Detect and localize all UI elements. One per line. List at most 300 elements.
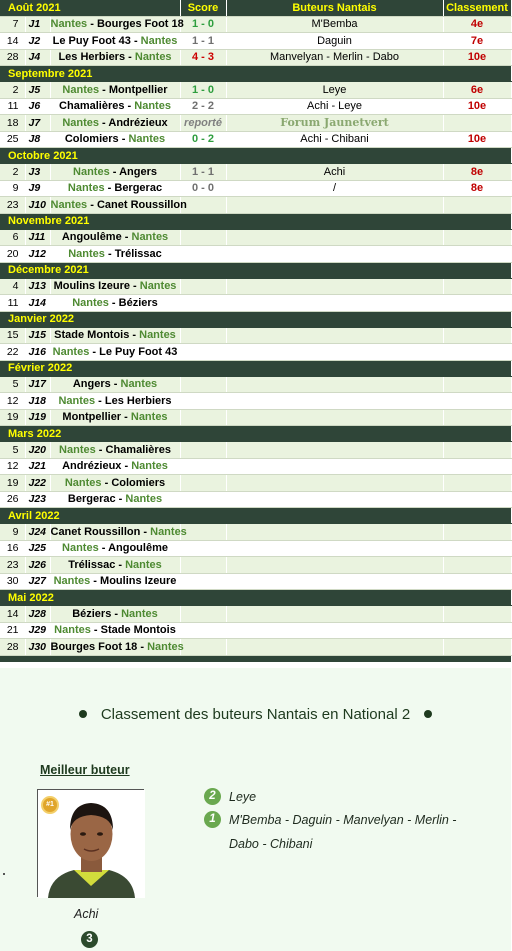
away-team: Les Herbiers [104, 394, 172, 407]
teams-separator: - [121, 460, 132, 473]
match-row [0, 557, 511, 574]
teams-separator: - [124, 100, 135, 113]
month-label: Mai 2022 [0, 590, 511, 606]
match-scorers [226, 606, 443, 623]
home-team: Nantes [54, 624, 91, 637]
matchday-number: J16 [25, 344, 50, 361]
match-teams [50, 278, 180, 295]
match-row [0, 376, 511, 393]
matchday-number: J27 [25, 573, 50, 590]
match-scorers [226, 557, 443, 574]
matchday-number: J23 [25, 491, 50, 508]
match-scorers [226, 295, 443, 312]
month-header [0, 360, 511, 376]
league-position: 8e [443, 164, 511, 181]
match-scorers [226, 327, 443, 344]
match-score [180, 622, 226, 639]
matchday-number: J2 [25, 33, 50, 50]
match-day: 6 [0, 229, 25, 246]
month-label: Avril 2022 [0, 508, 511, 524]
month-label: Décembre 2021 [0, 262, 511, 278]
league-position [443, 197, 511, 214]
teams-separator: - [111, 607, 122, 620]
match-day: 2 [0, 164, 25, 181]
league-position [443, 475, 511, 492]
matchday-number: J21 [25, 458, 50, 475]
month-header [0, 311, 511, 327]
matchday-number: J17 [25, 376, 50, 393]
away-team: Andrézieux [108, 116, 168, 129]
teams-separator: - [95, 394, 105, 407]
teams-separator: - [129, 329, 140, 342]
match-scorers [226, 197, 443, 214]
match-score [180, 278, 226, 295]
match-day: 11 [0, 295, 25, 312]
table-footer-bar [0, 655, 511, 662]
match-scorers: Manvelyan - Merlin - Dabo [226, 49, 443, 66]
scorer-tier-2 [204, 788, 256, 809]
away-team: Angers [119, 165, 157, 178]
match-day: 18 [0, 115, 25, 132]
matchday-number: J13 [25, 278, 50, 295]
matchday-number: J20 [25, 442, 50, 459]
home-team: Chamalières [59, 100, 125, 113]
month-label: Janvier 2022 [0, 311, 511, 327]
matchday-number: J18 [25, 393, 50, 410]
matchday-number: J7 [25, 115, 50, 132]
month-header [0, 508, 511, 524]
teams-separator: - [121, 231, 132, 244]
league-position [443, 639, 511, 656]
best-scorer-label: Meilleur buteur [40, 763, 130, 777]
match-score: 0 - 0 [180, 180, 226, 197]
league-position: 10e [443, 98, 511, 115]
match-score [180, 606, 226, 623]
match-score: 4 - 3 [180, 49, 226, 66]
match-row [0, 622, 511, 639]
league-position [443, 376, 511, 393]
teams-separator: - [90, 575, 101, 588]
month-label: Septembre 2021 [0, 66, 511, 82]
match-teams [50, 98, 180, 115]
match-day: 21 [0, 622, 25, 639]
matchday-number: J22 [25, 475, 50, 492]
home-team: Montpellier [62, 411, 122, 424]
matchday-number: J29 [25, 622, 50, 639]
match-score [180, 573, 226, 590]
match-scorers: Achi - Chibani [226, 131, 443, 148]
teams-separator: - [110, 378, 121, 391]
tier-scorers: Leye [229, 790, 257, 804]
teams-separator: - [118, 133, 129, 146]
away-team: Nantes [150, 525, 187, 538]
league-position [443, 557, 511, 574]
home-team: Stade Montois [54, 329, 130, 342]
matchday-number: J30 [25, 639, 50, 656]
teams-separator: - [115, 493, 126, 506]
tier-goals-badge: 1 [204, 811, 221, 828]
match-teams [50, 164, 180, 181]
match-row [0, 639, 511, 656]
match-row [0, 49, 511, 66]
match-scorers [226, 458, 443, 475]
matchday-number: J10 [25, 197, 50, 214]
matchday-number: J25 [25, 540, 50, 557]
away-team: Béziers [118, 296, 158, 309]
match-teams [50, 16, 184, 33]
league-position: 8e [443, 180, 511, 197]
match-day: 23 [0, 197, 25, 214]
match-score: 1 - 1 [180, 33, 226, 50]
match-teams [50, 180, 180, 197]
match-row [0, 606, 511, 623]
month-label: Février 2022 [0, 360, 511, 376]
match-teams [50, 229, 180, 246]
teams-separator: - [115, 558, 126, 571]
home-team: Angoulême [61, 231, 122, 244]
match-score: reporté [180, 115, 226, 132]
away-team: Angoulême [108, 542, 168, 555]
away-team: Nantes [134, 51, 172, 64]
match-row [0, 393, 511, 410]
match-row [0, 16, 511, 33]
month-label: Novembre 2021 [0, 213, 511, 229]
matchday-number: J5 [25, 82, 50, 99]
match-day: 23 [0, 557, 25, 574]
teams-separator: - [99, 116, 109, 129]
away-team: Bergerac [114, 182, 163, 195]
teams-separator: - [140, 525, 151, 538]
away-team: Nantes [120, 378, 158, 391]
away-team: Nantes [147, 640, 184, 653]
teams-separator: - [89, 345, 100, 358]
teams-separator: - [87, 198, 97, 211]
match-teams [50, 131, 180, 148]
match-day: 30 [0, 573, 25, 590]
league-position [443, 393, 511, 410]
away-team: Stade Montois [100, 624, 176, 637]
matchday-number: J1 [25, 16, 50, 33]
teams-separator: - [90, 624, 101, 637]
match-score [180, 327, 226, 344]
match-score: 0 - 2 [180, 131, 226, 148]
match-score [180, 442, 226, 459]
home-team: Nantes [67, 182, 105, 195]
match-scorers [226, 393, 443, 410]
match-score [180, 295, 226, 312]
away-team: Chamalières [105, 443, 171, 456]
match-score [180, 376, 226, 393]
away-team: Nantes [139, 329, 176, 342]
away-team: Nantes [121, 607, 158, 620]
match-teams [50, 49, 180, 66]
match-day: 26 [0, 491, 25, 508]
match-teams [50, 33, 180, 50]
month-header [0, 262, 511, 278]
match-scorers [226, 376, 443, 393]
match-row [0, 491, 511, 508]
match-score: 2 - 2 [180, 98, 226, 115]
month-header [0, 0, 511, 16]
home-team: Les Herbiers [58, 51, 126, 64]
match-score [180, 344, 226, 361]
match-scorers: Leye [226, 82, 443, 99]
match-row [0, 131, 511, 148]
match-scorers [226, 573, 443, 590]
match-row [0, 197, 511, 214]
league-position: 10e [443, 49, 511, 66]
match-row [0, 115, 511, 132]
league-position: 4e [443, 16, 511, 33]
match-day: 20 [0, 246, 25, 263]
match-row [0, 164, 511, 181]
home-team: Nantes [64, 476, 102, 489]
home-team: Colomiers [64, 133, 119, 146]
buteurs-header: Buteurs Nantais [226, 0, 443, 16]
match-day: 15 [0, 327, 25, 344]
match-scorers: Achi - Leye [226, 98, 443, 115]
away-team: Nantes [125, 493, 163, 506]
scorers-title-text: Classement des buteurs Nantais en National 2 [100, 706, 411, 723]
home-team: Le Puy Foot 43 [52, 34, 131, 47]
match-scorers [226, 622, 443, 639]
league-position [443, 344, 511, 361]
match-teams [50, 409, 180, 426]
match-scorers [226, 246, 443, 263]
home-team: Nantes [50, 18, 88, 31]
bullet-icon [424, 710, 432, 718]
match-teams [50, 295, 180, 312]
away-team: Trélissac [114, 247, 162, 260]
match-row [0, 442, 511, 459]
match-score: 1 - 0 [180, 82, 226, 99]
score-header: Score [180, 0, 226, 16]
match-row [0, 344, 511, 361]
teams-separator: - [104, 247, 115, 260]
match-scorers [226, 229, 443, 246]
match-teams [50, 524, 187, 541]
month-header [0, 590, 511, 606]
matchday-number: J14 [25, 295, 50, 312]
away-team: Canet Roussillon [96, 198, 187, 211]
matchday-number: J3 [25, 164, 50, 181]
bullet-icon [79, 710, 87, 718]
month-header [0, 213, 511, 229]
teams-separator: - [104, 182, 115, 195]
home-team: Nantes [72, 296, 109, 309]
match-day: 9 [0, 180, 25, 197]
matchday-number: J12 [25, 246, 50, 263]
month-label: Août 2021 [0, 0, 180, 16]
match-row [0, 573, 511, 590]
match-day: 7 [0, 16, 25, 33]
home-team: Nantes [59, 443, 96, 456]
match-scorers [226, 524, 443, 541]
home-team: Bergerac [67, 493, 116, 506]
best-scorer-goals-badge: 3 [81, 931, 98, 948]
league-position [443, 295, 511, 312]
away-team: Moulins Izeure [100, 575, 177, 588]
match-row [0, 295, 511, 312]
league-position [443, 442, 511, 459]
match-scorers [226, 409, 443, 426]
matchday-number: J26 [25, 557, 50, 574]
month-label: Mars 2022 [0, 426, 511, 442]
month-label: Octobre 2021 [0, 148, 511, 164]
stray-dot [3, 873, 5, 875]
league-position [443, 115, 511, 132]
classement-header: Classement [443, 0, 511, 16]
match-day: 25 [0, 131, 25, 148]
league-position: 10e [443, 131, 511, 148]
match-scorers: M'Bemba [226, 16, 443, 33]
match-day: 22 [0, 344, 25, 361]
match-day: 11 [0, 98, 25, 115]
match-teams [50, 491, 180, 508]
match-row [0, 409, 511, 426]
league-position: 7e [443, 33, 511, 50]
match-row [0, 278, 511, 295]
match-score [180, 409, 226, 426]
match-scorers [226, 540, 443, 557]
best-scorer-name: Achi [74, 907, 99, 921]
match-row [0, 229, 511, 246]
match-row [0, 524, 511, 541]
match-teams [50, 344, 180, 361]
match-row [0, 33, 511, 50]
scorer-tier-1 [204, 811, 489, 856]
match-row [0, 327, 511, 344]
match-day: 19 [0, 409, 25, 426]
away-team: Le Puy Foot 43 [99, 345, 178, 358]
away-team: Bourges Foot 18 [96, 18, 184, 31]
away-team: Montpellier [108, 83, 168, 96]
forum-watermark: Forum Jaunetvert [226, 115, 443, 132]
home-team: Nantes [68, 247, 105, 260]
month-header [0, 426, 511, 442]
teams-separator: - [137, 640, 148, 653]
match-row [0, 82, 511, 99]
home-team: Nantes [58, 394, 96, 407]
matchday-number: J11 [25, 229, 50, 246]
league-position [443, 606, 511, 623]
matchday-number: J8 [25, 131, 50, 148]
match-teams [50, 393, 180, 410]
teams-separator: - [99, 83, 109, 96]
match-score [180, 557, 226, 574]
league-position [443, 229, 511, 246]
teams-separator: - [109, 165, 120, 178]
match-day: 16 [0, 540, 25, 557]
match-teams [50, 115, 180, 132]
match-scorers [226, 491, 443, 508]
away-team: Nantes [139, 280, 177, 293]
match-day: 2 [0, 82, 25, 99]
match-score: 1 - 1 [180, 164, 226, 181]
match-score [180, 491, 226, 508]
teams-separator: - [125, 51, 135, 64]
medal-badge-icon: #1 [41, 796, 59, 814]
match-day: 14 [0, 606, 25, 623]
away-team: Nantes [130, 411, 168, 424]
matchday-number: J4 [25, 49, 50, 66]
match-teams [50, 246, 180, 263]
match-day: 28 [0, 639, 25, 656]
month-header [0, 66, 511, 82]
teams-separator: - [121, 411, 131, 424]
match-score [180, 458, 226, 475]
match-row [0, 180, 511, 197]
match-teams [50, 540, 180, 557]
match-day: 12 [0, 393, 25, 410]
home-team: Canet Roussillon [50, 525, 141, 538]
match-score [180, 639, 226, 656]
match-teams [50, 475, 180, 492]
match-score [180, 475, 226, 492]
match-score: 1 - 0 [180, 16, 226, 33]
match-scorers [226, 639, 443, 656]
league-position [443, 409, 511, 426]
home-team: Bourges Foot 18 [50, 640, 138, 653]
home-team: Moulins Izeure [53, 280, 130, 293]
away-team: Colomiers [111, 476, 166, 489]
home-team: Béziers [72, 607, 112, 620]
match-day: 5 [0, 442, 25, 459]
matchday-number: J28 [25, 606, 50, 623]
teams-separator: - [87, 18, 97, 31]
match-teams [50, 82, 180, 99]
match-teams [50, 639, 184, 656]
home-team: Angers [72, 378, 111, 391]
matchday-number: J15 [25, 327, 50, 344]
match-row [0, 475, 511, 492]
match-day: 19 [0, 475, 25, 492]
away-team: Nantes [125, 558, 162, 571]
away-team: Nantes [131, 460, 168, 473]
match-teams [50, 557, 180, 574]
home-team: Nantes [62, 542, 99, 555]
match-day: 12 [0, 458, 25, 475]
match-day: 5 [0, 376, 25, 393]
teams-separator: - [98, 542, 109, 555]
match-score [180, 393, 226, 410]
matchday-number: J6 [25, 98, 50, 115]
league-position [443, 458, 511, 475]
matchday-number: J9 [25, 180, 50, 197]
home-team: Nantes [73, 165, 110, 178]
scorers-section [0, 668, 511, 951]
match-scorers: Achi [226, 164, 443, 181]
teams-separator: - [130, 34, 141, 47]
teams-separator: - [129, 280, 140, 293]
away-team: Nantes [140, 34, 178, 47]
league-position [443, 622, 511, 639]
match-scorers [226, 278, 443, 295]
league-position [443, 540, 511, 557]
home-team: Nantes [50, 198, 88, 211]
match-teams [50, 573, 180, 590]
matchday-number: J24 [25, 524, 50, 541]
match-teams [50, 606, 180, 623]
league-position [443, 278, 511, 295]
match-row [0, 246, 511, 263]
match-row [0, 540, 511, 557]
match-score [180, 524, 226, 541]
match-row [0, 458, 511, 475]
best-scorer-photo [37, 789, 144, 897]
tier-goals-badge: 2 [204, 788, 221, 805]
match-score [180, 246, 226, 263]
